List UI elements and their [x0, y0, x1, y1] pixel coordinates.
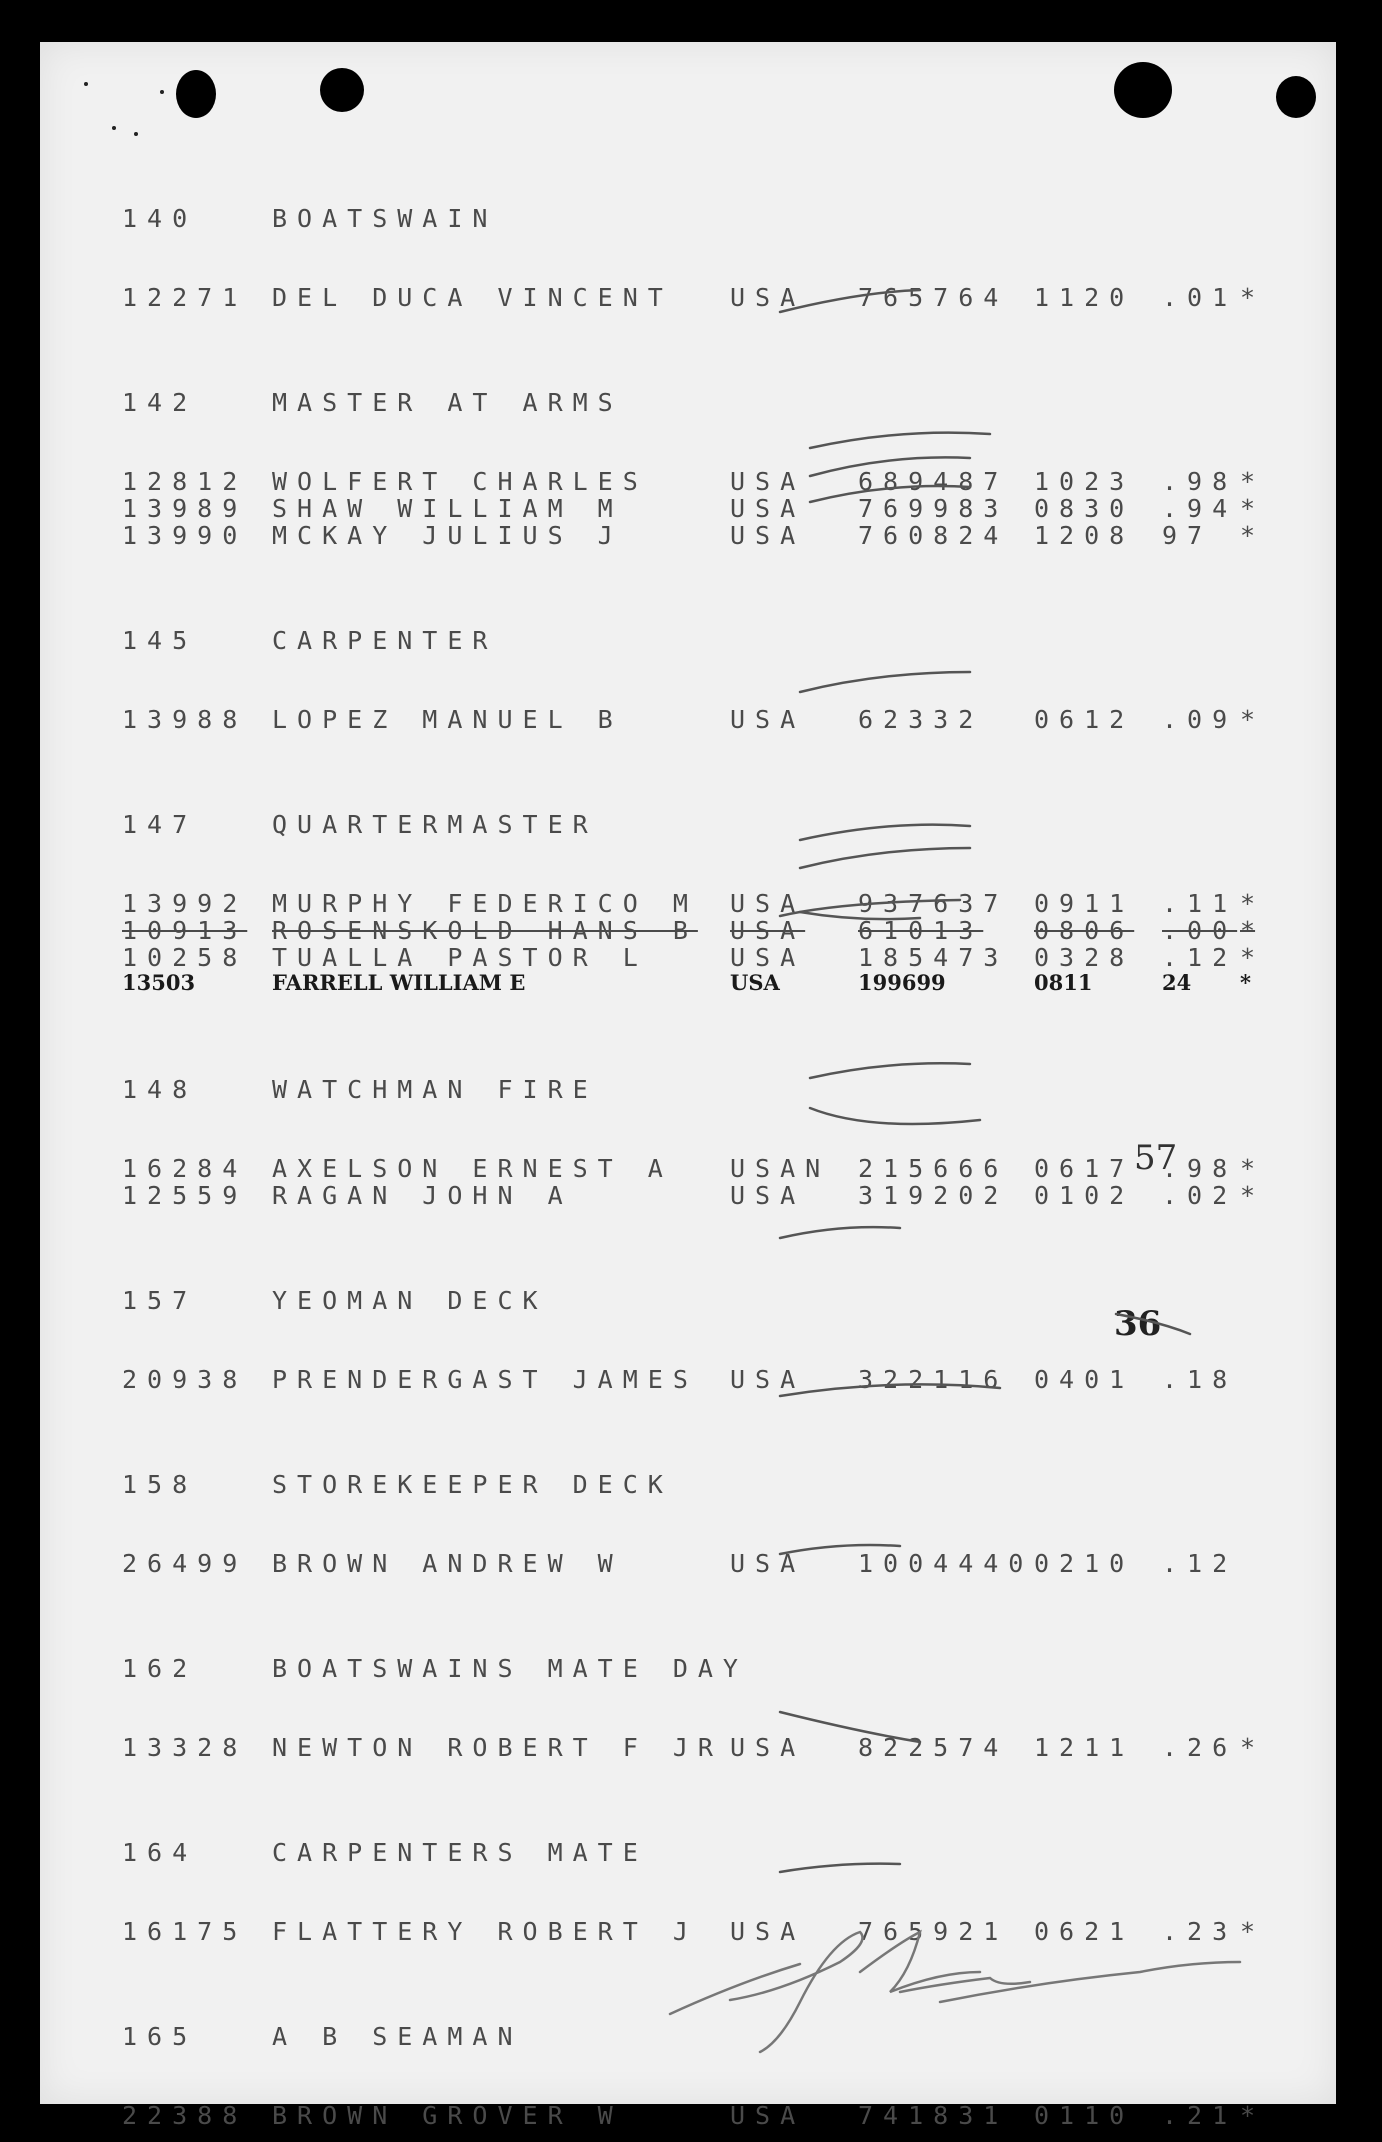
- section-title: QUARTERMASTER: [272, 810, 598, 839]
- crew-id: 13988: [122, 705, 248, 734]
- section-title: STOREKEEPER DECK: [272, 1470, 673, 1499]
- section-heading: [40, 1075, 1336, 1105]
- time-value: 0612: [1034, 705, 1135, 734]
- crew-row: [40, 705, 1336, 735]
- crew-name: FLATTERY ROBERT J: [272, 1917, 698, 1946]
- section-code: 142: [122, 388, 198, 417]
- time-value: 0328: [1034, 943, 1135, 972]
- citizenship: USA: [730, 1733, 806, 1762]
- section-title: WATCHMAN FIRE: [272, 1075, 598, 1104]
- section-title: YEOMAN DECK: [272, 1286, 548, 1315]
- section-heading: [40, 626, 1336, 656]
- crew-id: 22388: [122, 2101, 248, 2130]
- citizenship: USA: [730, 494, 806, 523]
- service-number: 319202: [858, 1181, 1009, 1210]
- service-number: 741831: [858, 2101, 1009, 2130]
- section-code: 140: [122, 204, 198, 233]
- crew-name: PRENDERGAST JAMES: [272, 1365, 698, 1394]
- pencil-annotation: 57: [1134, 1138, 1178, 1178]
- crew-id: 13990: [122, 521, 248, 550]
- service-number: 937637: [858, 889, 1009, 918]
- section-title: A B SEAMAN: [272, 2022, 523, 2051]
- crew-row: [40, 1549, 1336, 1579]
- asterisk-mark: *: [1240, 916, 1256, 945]
- time-value: 0210: [1034, 1549, 1135, 1578]
- citizenship: USA: [730, 467, 806, 496]
- asterisk-mark: *: [1240, 467, 1256, 496]
- time-value: 1208: [1034, 521, 1135, 550]
- time-value: 0806: [1034, 916, 1135, 945]
- section-title: MASTER AT ARMS: [272, 388, 623, 417]
- crew-row: [40, 970, 1336, 1000]
- punch-hole: [176, 70, 216, 118]
- time-value: 1023: [1034, 467, 1135, 496]
- crew-name: MURPHY FEDERICO M: [272, 889, 698, 918]
- crew-name: SHAW WILLIAM M: [272, 494, 623, 523]
- handwritten-marks: [40, 42, 1336, 2104]
- crew-name: MCKAY JULIUS J: [272, 521, 623, 550]
- citizenship: USA: [730, 521, 806, 550]
- asterisk-mark: *: [1240, 705, 1256, 734]
- section-code: 158: [122, 1470, 198, 1499]
- service-number: 1004440: [858, 1549, 1034, 1578]
- crew-id: 13503: [122, 970, 196, 995]
- time-value: 0830: [1034, 494, 1135, 523]
- service-number: 760824: [858, 521, 1009, 550]
- time-value: 0110: [1034, 2101, 1135, 2130]
- time-value: 1120: [1034, 283, 1135, 312]
- citizenship: USA: [730, 1917, 806, 1946]
- citizenship: USA: [730, 705, 806, 734]
- asterisk-mark: *: [1240, 1733, 1256, 1762]
- crew-id: 16284: [122, 1154, 248, 1183]
- time-value: 0811: [1034, 970, 1093, 995]
- service-number: 322116: [858, 1365, 1009, 1394]
- rate-value: 24: [1162, 970, 1192, 995]
- crew-id: 12812: [122, 467, 248, 496]
- time-value: 0102: [1034, 1181, 1135, 1210]
- section-title: CARPENTERS MATE: [272, 1838, 648, 1867]
- section-code: 164: [122, 1838, 198, 1867]
- crew-id: 16175: [122, 1917, 248, 1946]
- crew-name: AXELSON ERNEST A: [272, 1154, 673, 1183]
- rate-value: .94: [1162, 494, 1238, 523]
- asterisk-mark: *: [1240, 283, 1256, 312]
- crew-row: [40, 916, 1336, 946]
- service-number: 62332: [858, 705, 984, 734]
- section-code: 145: [122, 626, 198, 655]
- crew-row: [40, 1917, 1336, 1947]
- service-number: 215666: [858, 1154, 1009, 1183]
- crew-name: DEL DUCA VINCENT: [272, 283, 673, 312]
- crew-row: [40, 467, 1336, 497]
- service-number: 61013: [858, 916, 984, 945]
- crew-id: 12271: [122, 283, 248, 312]
- citizenship: USA: [730, 1365, 806, 1394]
- asterisk-mark: *: [1240, 970, 1251, 995]
- crew-name: NEWTON ROBERT F JR: [272, 1733, 723, 1762]
- crew-name: ROSENSKOLD HANS B: [272, 916, 698, 945]
- crew-id: 13989: [122, 494, 248, 523]
- crew-name: BROWN GROVER W: [272, 2101, 623, 2130]
- citizenship: USA: [730, 283, 806, 312]
- section-heading: [40, 1654, 1336, 1684]
- service-number: 765764: [858, 283, 1009, 312]
- section-heading: [40, 2022, 1336, 2052]
- crew-id: 13328: [122, 1733, 248, 1762]
- section-heading: [40, 1838, 1336, 1868]
- service-number: 765921: [858, 1917, 1009, 1946]
- section-heading: [40, 810, 1336, 840]
- service-number: 822574: [858, 1733, 1009, 1762]
- section-heading: [40, 1470, 1336, 1500]
- time-value: 1211: [1034, 1733, 1135, 1762]
- crew-row: [40, 889, 1336, 919]
- section-code: 148: [122, 1075, 198, 1104]
- crew-name: WOLFERT CHARLES: [272, 467, 648, 496]
- crew-name: LOPEZ MANUEL B: [272, 705, 623, 734]
- section-code: 162: [122, 1654, 198, 1683]
- rate-value: .98: [1162, 1154, 1238, 1183]
- crew-row: [40, 494, 1336, 524]
- asterisk-mark: *: [1240, 2101, 1256, 2130]
- section-code: 157: [122, 1286, 198, 1315]
- citizenship: USAN: [730, 1154, 831, 1183]
- citizenship: USA: [730, 889, 806, 918]
- rate-value: .09: [1162, 705, 1238, 734]
- rate-value: .23: [1162, 1917, 1238, 1946]
- citizenship: USA: [730, 1181, 806, 1210]
- rate-value: .01: [1162, 283, 1238, 312]
- rate-value: .12: [1162, 943, 1238, 972]
- crew-id: 10913: [122, 916, 248, 945]
- asterisk-mark: *: [1240, 521, 1256, 550]
- crew-name: TUALLA PASTOR L: [272, 943, 648, 972]
- asterisk-mark: *: [1240, 494, 1256, 523]
- rate-value: .21: [1162, 2101, 1238, 2130]
- section-heading: [40, 204, 1336, 234]
- rate-value: .98: [1162, 467, 1238, 496]
- crew-id: 12559: [122, 1181, 248, 1210]
- section-heading: [40, 388, 1336, 418]
- crew-row: [40, 2101, 1336, 2131]
- citizenship: USA: [730, 1549, 806, 1578]
- crew-row: [40, 521, 1336, 551]
- rate-value: .00: [1162, 916, 1238, 945]
- asterisk-mark: *: [1240, 889, 1256, 918]
- citizenship: USA: [730, 2101, 806, 2130]
- time-value: 0911: [1034, 889, 1135, 918]
- section-title: BOATSWAIN: [272, 204, 498, 233]
- service-number: 769983: [858, 494, 1009, 523]
- asterisk-mark: *: [1240, 943, 1256, 972]
- service-number: 199699: [858, 970, 946, 995]
- crew-name: RAGAN JOHN A: [272, 1181, 573, 1210]
- time-value: 0617: [1034, 1154, 1135, 1183]
- pencil-annotation: 36: [1114, 1304, 1162, 1344]
- crew-row: [40, 1181, 1336, 1211]
- asterisk-mark: *: [1240, 1181, 1256, 1210]
- crew-row: [40, 1365, 1336, 1395]
- crew-id: 10258: [122, 943, 248, 972]
- rate-value: .02: [1162, 1181, 1238, 1210]
- section-code: 147: [122, 810, 198, 839]
- service-number: 185473: [858, 943, 1009, 972]
- citizenship: USA: [730, 916, 806, 945]
- document-page: [40, 42, 1336, 2130]
- punch-hole: [1276, 76, 1316, 118]
- crew-name: BROWN ANDREW W: [272, 1549, 623, 1578]
- asterisk-mark: *: [1240, 1154, 1256, 1183]
- crew-row: [40, 1733, 1336, 1763]
- crew-id: 26499: [122, 1549, 248, 1578]
- crew-id: 20938: [122, 1365, 248, 1394]
- rate-value: .18: [1162, 1365, 1238, 1394]
- punch-hole: [1114, 62, 1172, 118]
- rate-value: 97: [1162, 521, 1213, 550]
- rate-value: .11: [1162, 889, 1238, 918]
- rate-value: .12: [1162, 1549, 1238, 1578]
- service-number: 689487: [858, 467, 1009, 496]
- time-value: 0621: [1034, 1917, 1135, 1946]
- time-value: 0401: [1034, 1365, 1135, 1394]
- citizenship: USA: [730, 943, 806, 972]
- crew-name: FARRELL WILLIAM E: [272, 970, 526, 995]
- rate-value: .26: [1162, 1733, 1238, 1762]
- section-title: BOATSWAINS MATE DAY: [272, 1654, 748, 1683]
- punch-hole: [320, 68, 364, 112]
- section-title: CARPENTER: [272, 626, 498, 655]
- asterisk-mark: *: [1240, 1917, 1256, 1946]
- crew-row: [40, 283, 1336, 313]
- section-code: 165: [122, 2022, 198, 2051]
- crew-row: [40, 943, 1336, 973]
- citizenship: USA: [730, 970, 780, 995]
- crew-id: 13992: [122, 889, 248, 918]
